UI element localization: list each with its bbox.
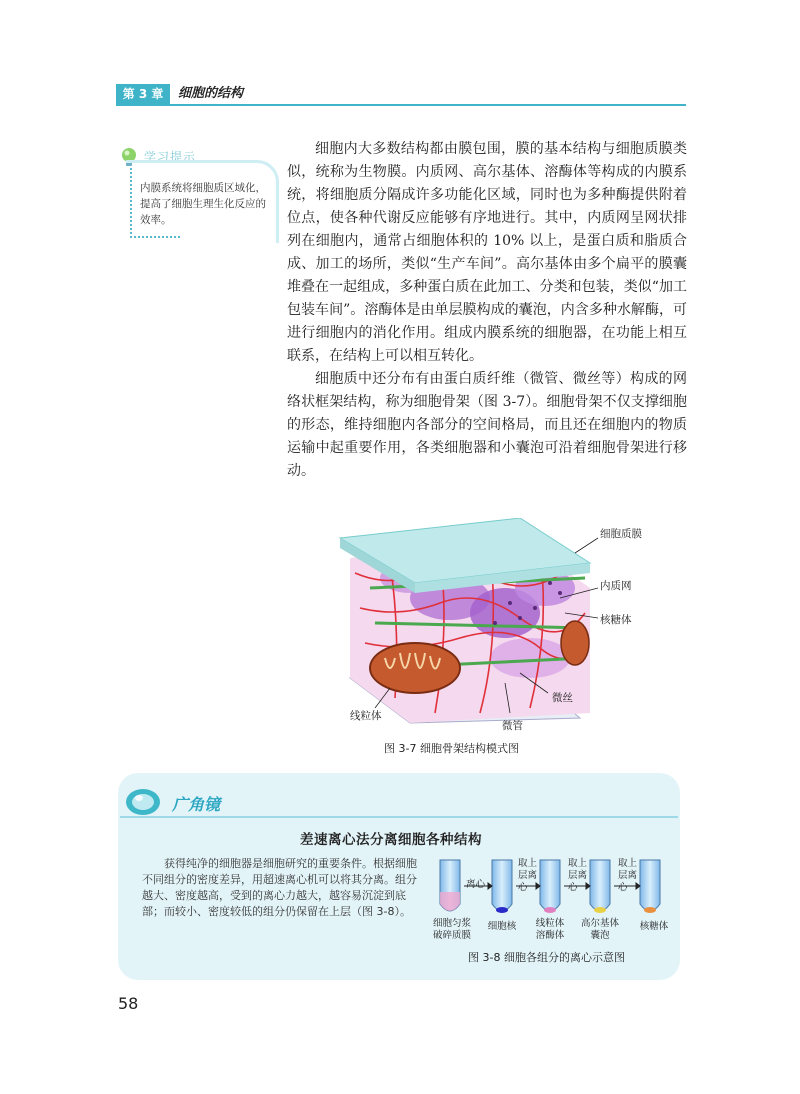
tube-2 (492, 860, 512, 913)
tube-1 (440, 860, 460, 911)
wide-angle-title: 广角镜 (172, 795, 221, 814)
label-ribosome: 核糖体 (600, 614, 632, 626)
tube-label-5: 核糖体 (639, 921, 669, 932)
label-microfilament: 微丝 (552, 692, 573, 704)
centrifuge-figure (428, 852, 678, 962)
tip-dotted-border-bottom (130, 236, 180, 238)
cytoskeleton-illustration (330, 518, 690, 738)
label-mitochondria: 线粒体 (350, 710, 382, 722)
label-microtubule: 微管 (502, 720, 523, 732)
lens-icon (124, 787, 162, 817)
figure-3-7-caption: 图 3-7 细胞骨架结构模式图 (384, 742, 519, 755)
chapter-tab: 第 3 章 (116, 84, 170, 104)
wide-angle-text: 获得纯净的细胞器是细胞研究的重要条件。根据细胞不同组分的密度差异，用超速离心机可以将其分离。组分越大、密度越高，受到的离心力越大，越容易沉淀到底部；而较小、密度较低的组分仍保留在上层（图 3-8）。 (142, 857, 417, 918)
tube-3 (540, 860, 560, 913)
arrow-label-1: 离心 (466, 879, 486, 890)
tip-dotted-border (130, 168, 134, 238)
chapter-title: 细胞的结构 (178, 86, 244, 101)
tube-4 (590, 860, 610, 913)
tube-label-4: 高尔基体囊泡 (580, 918, 619, 941)
tip-title: 学习提示 (144, 150, 197, 164)
tube-label-2: 细胞核 (487, 921, 517, 932)
wide-angle-subtitle: 差速离心法分离细胞各种结构 (300, 832, 482, 848)
label-cell-membrane: 细胞质膜 (600, 528, 642, 540)
chapter-divider (116, 104, 686, 106)
paragraph-1: 细胞内大多数结构都由膜包围，膜的基本结构与细胞质膜类似，统称为生物膜。内质网、高尔基体、溶酶体等构成的内膜系统，将细胞质分隔成许多功能化区域，同时也为多种酶提供附着位点，使各种代谢反应能够有序地进行。其中，内质网呈网状排列在细胞内，通常占细胞体积的 10% 以上，是蛋白质和脂质合成、加工的场所，类似“生产车间”。高尔基体由多个扁平的膜囊堆叠在一起组成，多种蛋白质在此加工、分类和包装，类似“加工包装车间”。溶酶体是由单层膜构成的囊泡，内含多种水解酶，可进行细胞内的消化作用。组成内膜系统的细胞器，在功能上相互联系，在结构上可以相互转化。 (287, 141, 687, 364)
label-er: 内质网 (600, 580, 632, 592)
arrow-label-4: 取上层离心 (618, 858, 638, 893)
figure-3-8-caption: 图 3-8 细胞各组分的离心示意图 (468, 951, 625, 964)
learning-tip-box (118, 146, 280, 242)
arrow-label-3: 取上层离心 (568, 858, 588, 893)
body-text (287, 138, 687, 483)
paragraph-2: 细胞质中还分布有由蛋白质纤维（微管、微丝等）构成的网络状框架结构，称为细胞骨架（图 3-7）。细胞骨架不仅支撑细胞的形态，维持细胞内各部分的空间格局，而且还在细胞内的物质运输中起重要作用，各类细胞器和小囊泡可沿着细胞骨架进行移动。 (287, 371, 687, 479)
tube-label-1: 细胞匀浆破碎质膜 (432, 918, 471, 941)
cytoskeleton-figure (330, 518, 690, 758)
arrow-label-2: 取上层离心 (518, 858, 538, 893)
tube-label-3: 线粒体溶酶体 (535, 918, 565, 941)
page-number: 58 (118, 994, 139, 1013)
tip-text: 内膜系统将细胞质区域化，提高了细胞生理生化反应的效率。 (140, 182, 266, 226)
tube-5 (640, 860, 660, 913)
wide-angle-divider (120, 816, 678, 818)
